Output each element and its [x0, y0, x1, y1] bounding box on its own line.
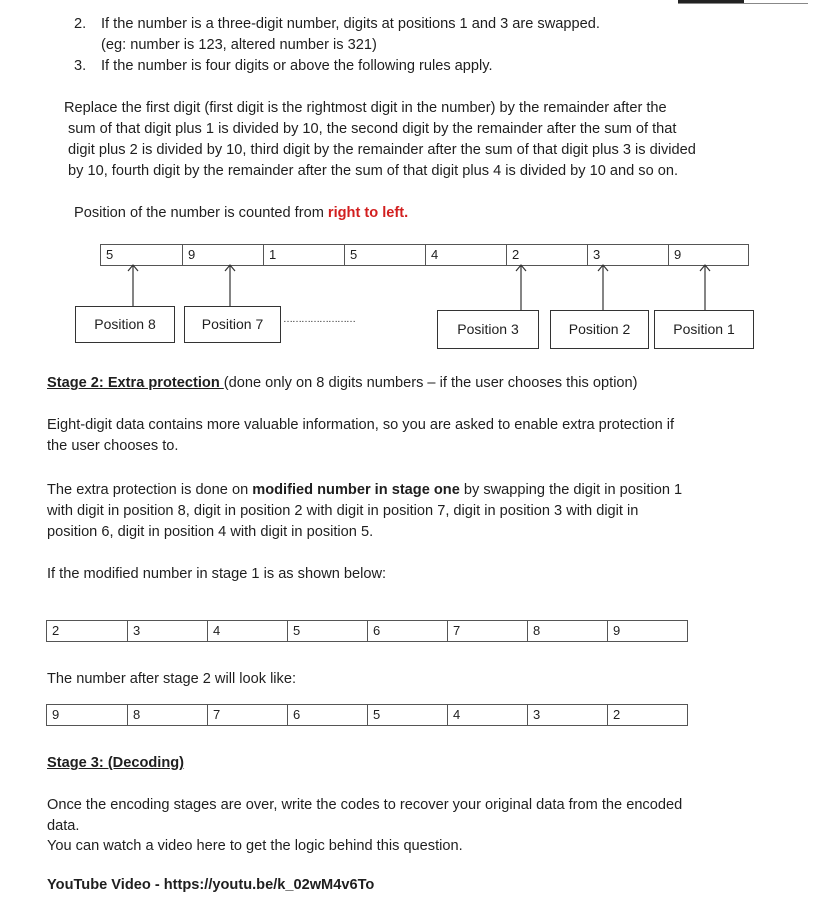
rule-3-text: If the number is four digits or above the following rules apply. — [101, 58, 493, 74]
stage-2-para2-line-3: position 6, digit in position 4 with digit in position 5. — [47, 524, 374, 540]
digit-cell: 5 — [367, 705, 447, 725]
video-note: You can watch a video here to get the logic behind this question. — [47, 838, 463, 854]
digit-cell: 5 — [287, 621, 367, 641]
digit-cell: 3 — [527, 705, 607, 725]
position-1-box: Position 1 — [654, 310, 754, 349]
stage-2-para1-line-2: the user chooses to. — [47, 438, 179, 454]
stage-3-para-line-1: Once the encoding stages are over, write the codes to recover your original data from the encoded — [47, 797, 683, 813]
digit-cell: 9 — [182, 245, 263, 265]
after-stage-2-text: The number after stage 2 will look like: — [47, 671, 297, 687]
position-2-box: Position 2 — [550, 310, 649, 349]
stage-2-para1-line-1: Eight-digit data contains more valuable information, so you are asked to enable extra protection if — [47, 417, 675, 433]
digit-cell: 1 — [263, 245, 344, 265]
para2-text-c: by swapping the digit in position 1 — [459, 482, 683, 498]
position-note-prefix: Position of the number is counted from — [74, 205, 328, 221]
stage-2-heading-note: (done only on 8 digits numbers – if the user chooses this option) — [223, 375, 638, 391]
example-intro: If the modified number in stage 1 is as shown below: — [47, 566, 387, 582]
stage-2-para2-line-2: with digit in position 8, digit in position 2 with digit in position 7, digit in position 3 with digit in — [47, 503, 639, 519]
digit-cell: 8 — [527, 621, 607, 641]
youtube-link[interactable]: YouTube Video - https://youtu.be/k_02wM4v6To — [47, 877, 375, 893]
digit-cell: 8 — [127, 705, 207, 725]
digit-cell: 7 — [207, 705, 287, 725]
digit-cell: 4 — [207, 621, 287, 641]
position-8-box: Position 8 — [75, 306, 175, 343]
digit-cell: 3 — [587, 245, 668, 265]
digit-cell: 3 — [127, 621, 207, 641]
digit-cell: 9 — [52, 707, 60, 722]
digit-cell: 6 — [367, 621, 447, 641]
position-note-highlight: right to left. — [327, 205, 409, 221]
digit-cell: 5 — [344, 245, 425, 265]
stage-2-heading — [47, 373, 638, 394]
digit-cell: 7 — [447, 621, 527, 641]
digit-cell: 6 — [287, 705, 367, 725]
rule-2-number: 2. — [74, 16, 87, 32]
replace-paragraph-line-4: by 10, fourth digit by the remainder after the sum of that digit plus 4 is divided by 10 and so on. — [68, 163, 679, 179]
digit-cell: 9 — [668, 245, 748, 265]
rule-2-example: (eg: number is 123, altered number is 321) — [101, 37, 377, 53]
digit-cell: 4 — [425, 245, 506, 265]
digit-cell: 4 — [447, 705, 527, 725]
para2-text-a: The extra protection is done on — [47, 482, 253, 498]
stage-2-heading-title: Stage 2: Extra protection — [47, 375, 224, 391]
replace-paragraph-line-2: sum of that digit plus 1 is divided by 10, the second digit by the remainder after the sum of that — [68, 121, 677, 137]
digit-cell: 2 — [52, 623, 60, 638]
position-dots: …………………… — [283, 314, 355, 325]
para2-text-bold: modified number in stage one — [252, 482, 460, 498]
digit-cell: 2 — [506, 245, 587, 265]
stage-3-para-line-2: data. — [47, 818, 80, 834]
rule-3-number: 3. — [74, 58, 87, 74]
digit-cell: 9 — [607, 621, 687, 641]
stage-2-para2-line-1 — [47, 480, 682, 501]
digit-cell: 2 — [607, 705, 687, 725]
digit-cell: 5 — [106, 247, 114, 262]
rule-2-text: If the number is a three-digit number, digits at positions 1 and 3 are swapped. — [101, 16, 600, 32]
digits-row-stage2 — [46, 704, 688, 726]
position-7-box: Position 7 — [184, 306, 281, 343]
replace-paragraph-line-3: digit plus 2 is divided by 10, third digit by the remainder after the sum of that digit plus 3 is divided — [68, 142, 696, 158]
replace-paragraph-line-1: Replace the first digit (first digit is the rightmost digit in the number) by the remainder after the — [64, 100, 667, 116]
position-3-box: Position 3 — [437, 310, 539, 349]
stage-3-heading: Stage 3: (Decoding) — [47, 755, 185, 771]
digits-row-stage1 — [46, 620, 688, 642]
